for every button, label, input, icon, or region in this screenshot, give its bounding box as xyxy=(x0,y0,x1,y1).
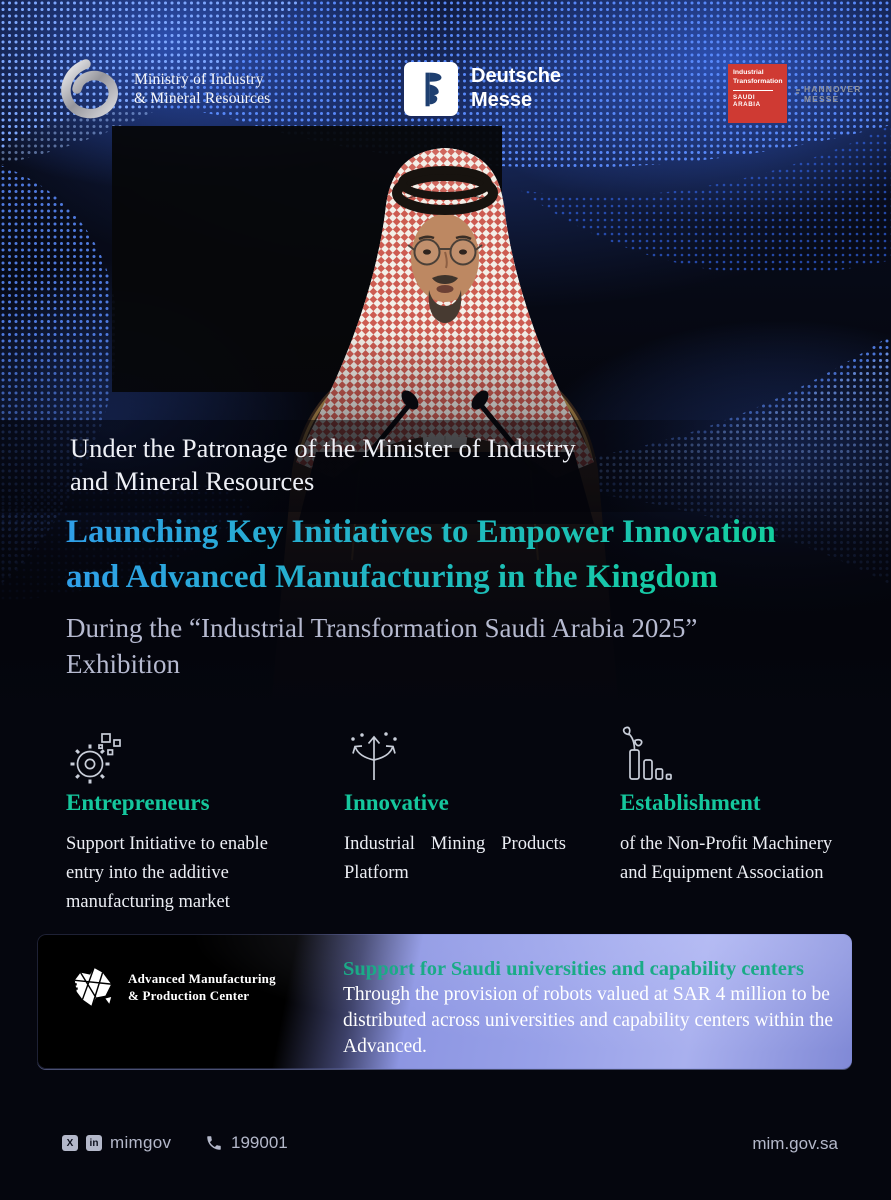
hannover-mark-icon xyxy=(795,88,801,100)
gear-pixels-icon xyxy=(66,726,300,784)
itsa-badge xyxy=(728,64,787,123)
hannover-messe-wordmark xyxy=(795,84,861,104)
itsa-line1: Industrial xyxy=(733,69,764,76)
ministry-line1: Ministry of Industry xyxy=(134,71,264,88)
dm-line1: Deutsche xyxy=(471,65,562,87)
x-icon[interactable]: X xyxy=(62,1135,78,1151)
initiative-title: Entrepreneurs xyxy=(66,790,210,815)
title-line1: Launching Key Initiatives to Empower Innovation xyxy=(66,510,776,555)
initiative-title: Innovative xyxy=(344,790,449,815)
card-text xyxy=(343,956,837,1060)
ampc-line2: & Production Center xyxy=(128,988,250,1003)
initiative-description: of the Non-Profit Machinery and Equipment Association xyxy=(620,834,833,883)
linkedin-icon[interactable]: in xyxy=(86,1135,102,1151)
phone-icon xyxy=(205,1134,223,1152)
hermes-head-icon xyxy=(404,62,458,116)
initiative-description: Support Initiative to enable entry into the additive manufacturing market xyxy=(66,834,268,912)
card-body: Through the provision of robots valued at SAR 4 million to be distributed across universities and capability centers within the Advanced. xyxy=(343,984,834,1057)
ministry-logo xyxy=(56,56,270,122)
branching-arrows-icon xyxy=(344,726,566,784)
itsa-line3: SAUDI ARABIA xyxy=(733,94,761,108)
ampc-line1: Advanced Manufacturing xyxy=(128,971,276,986)
initiative-description: Industrial Mining Products Platform xyxy=(344,834,566,883)
itsa-line2: Transformation xyxy=(733,77,783,85)
ministry-ribbon-icon xyxy=(56,56,124,122)
itsa-divider xyxy=(733,90,773,91)
subtitle xyxy=(66,610,697,682)
card-heading: Support for Saudi universities and capability centers xyxy=(343,958,804,980)
patronage-line2: and Mineral Resources xyxy=(70,466,315,496)
initiative-title: Establishment xyxy=(620,790,761,815)
ampc-logo xyxy=(71,964,276,1010)
deutsche-messe-logo xyxy=(404,62,561,116)
phone-number[interactable]: 199001 xyxy=(231,1133,288,1152)
subtitle-line1: During the “Industrial Transformation Saudi Arabia 2025” xyxy=(66,613,698,643)
patronage-line1: Under the Patronage of the Minister of Industry xyxy=(70,433,576,463)
ampc-map-icon xyxy=(71,964,115,1010)
highlight-card xyxy=(37,934,852,1069)
initiative-entrepreneurs xyxy=(66,726,300,917)
page-title xyxy=(66,510,776,600)
hm-line2: MESSE xyxy=(804,93,840,104)
dm-line2: Messe xyxy=(471,89,533,111)
subtitle-line2: Exhibition xyxy=(66,649,180,679)
deutsche-messe-wordmark xyxy=(471,64,561,112)
title-line2: and Advanced Manufacturing in the Kingdom xyxy=(66,555,718,600)
growth-bars-icon xyxy=(620,726,852,784)
hm-line1: HANNOVER xyxy=(804,83,862,94)
patronage-text xyxy=(70,432,576,498)
ampc-wordmark xyxy=(128,970,276,1004)
footer-phone xyxy=(205,1133,288,1153)
initiative-establishment xyxy=(620,726,852,888)
website-link[interactable]: mim.gov.sa xyxy=(752,1134,838,1153)
itsa-hannover-logo xyxy=(728,64,861,123)
ministry-wordmark xyxy=(134,70,270,108)
ministry-line2: & Mineral Resources xyxy=(134,90,271,107)
initiative-innovative xyxy=(344,726,566,888)
social-handle: mimgov xyxy=(110,1133,172,1152)
footer-social xyxy=(62,1133,171,1153)
